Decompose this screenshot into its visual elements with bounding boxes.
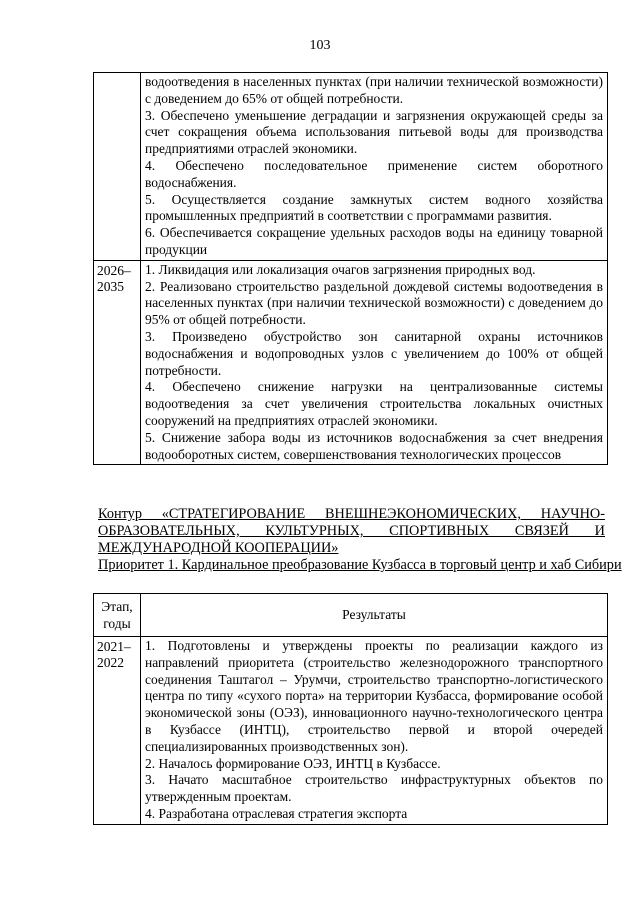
result-item: 4. Обеспечено последовательное применение систем оборотного водоснабжения. bbox=[144, 157, 603, 190]
result-item: 4. Обеспечено снижение нагрузки на централизованные системы водоотведения за счет увеличения строительства локальных очистных сооружений на предприятиях отраслей экономики. bbox=[144, 379, 603, 428]
result-item: 3. Произведено обустройство зон санитарной охраны источников водоснабжения и водопроводных узлов с увеличением до 100% от общей потребности. bbox=[144, 328, 603, 378]
table-header-row bbox=[94, 594, 608, 637]
table-row bbox=[94, 73, 608, 261]
table-row bbox=[94, 637, 608, 825]
result-item: 3. Начато масштабное строительство инфраструктурных объектов по утвержденным проектам. bbox=[144, 772, 603, 805]
column-header-stage: Этап, годы bbox=[94, 594, 141, 637]
page-number: 103 bbox=[309, 38, 331, 53]
result-item: 1. Ликвидация или локализация очагов загрязнения природных вод. bbox=[144, 261, 536, 277]
result-item: 1. Подготовлены и утверждены проекты по реализации каждого из направлений приоритета (строительство железнодорожного транспортного соединения Таштагол – Урумчи, строительство транспортно-логистического центра по типу «сухого порта» на территории Кузбасса, формирование особой экономической зоны (ОЭЗ), инновационного научно-технологического центра в Кузбассе (ИНТЦ), строительство первой и второй очередей специализированных производственных зон). bbox=[144, 638, 603, 754]
result-item: 5. Снижение забора воды из источников водоснабжения за счет внедрения водооборотных систем, совершенствования технологических процессов bbox=[144, 429, 603, 462]
stage-years-cell: 2021–2022 bbox=[94, 637, 141, 825]
result-item: 2. Реализовано строительство раздельной дождевой системы водоотведения в населенных пунктах (при наличии технической возможности) с доведением до 95% от общей потребности. bbox=[144, 278, 603, 328]
table-row bbox=[94, 260, 608, 465]
priority-title: Приоритет 1. Кардинальное преобразование Кузбасса в торговый центр и хаб Сибири bbox=[98, 557, 622, 573]
result-item: 6. Обеспечивается сокращение удельных расходов воды на единицу товарной продукции bbox=[144, 225, 603, 257]
results-cell bbox=[140, 260, 607, 465]
column-header-results: Результаты bbox=[140, 594, 607, 637]
result-item: 5. Осуществляется создание замкнутых систем водного хозяйства промышленных предприятий в соответствии с программами развития. bbox=[144, 191, 603, 224]
stage-years-cell bbox=[94, 73, 141, 261]
result-item: водоотведения в населенных пунктах (при наличии технической возможности) с доведением до 65% от общей потребности. bbox=[144, 74, 603, 106]
contour-title: Контур «СТРАТЕГИРОВАНИЕ ВНЕШНЕЭКОНОМИЧЕСКИХ, НАУЧНО-ОБРАЗОВАТЕЛЬНЫХ, КУЛЬТУРНЫХ, СПОРТИВНЫХ СВЯЗЕЙ И МЕЖДУНАРОДНОЙ КООПЕРАЦИИ» bbox=[98, 506, 605, 556]
result-item: 4. Разработана отраслевая стратегия экспорта bbox=[144, 805, 408, 821]
stage-years-cell: 2026–2035 bbox=[94, 260, 141, 465]
results-cell bbox=[140, 637, 607, 825]
result-item: 2. Началось формирование ОЭЗ, ИНТЦ в Кузбассе. bbox=[144, 755, 441, 771]
result-item: 3. Обеспечено уменьшение деградации и загрязнения окружающей среды за счет сокращения объема использования питьевой воды для производства предприятиями отраслей экономики. bbox=[144, 107, 603, 157]
results-cell bbox=[140, 73, 607, 261]
results-table-continued bbox=[93, 72, 608, 465]
results-table bbox=[93, 593, 608, 825]
